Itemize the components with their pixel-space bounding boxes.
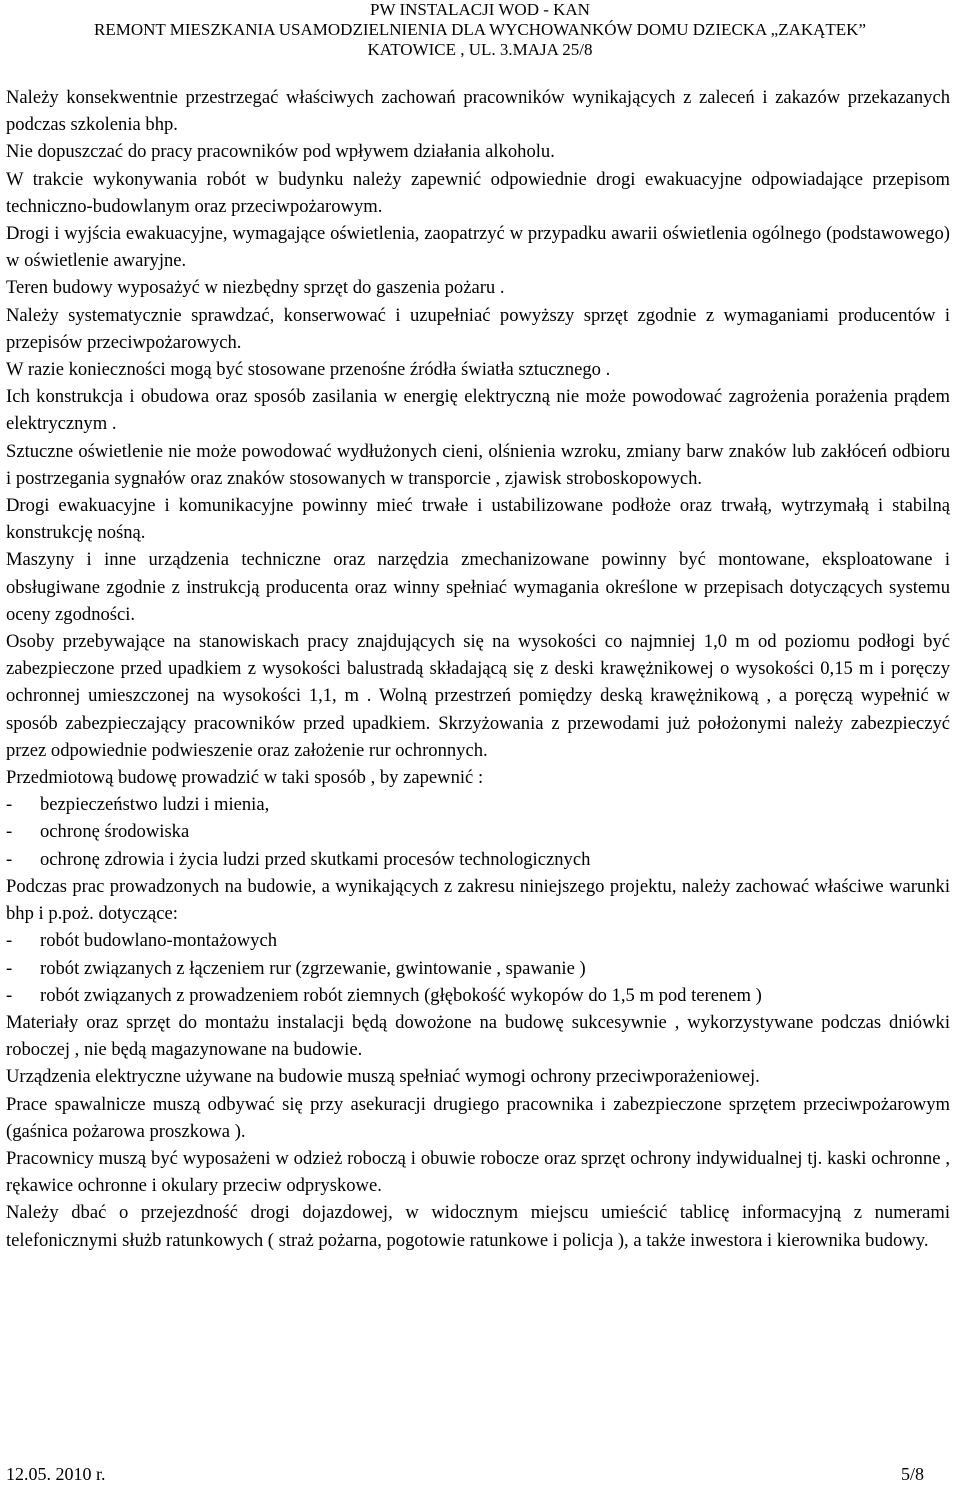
list-item-text: ochronę zdrowia i życia ludzi przed skutkami procesów technologicznych bbox=[40, 848, 591, 870]
list-item-text: robót budowlano-montażowych bbox=[40, 930, 278, 952]
list-item bbox=[6, 818, 950, 845]
paragraph: Prace spawalnicze muszą odbywać się przy asekuracji drugiego pracownika i zabezpieczone sprzętem przeciwpożarowym (gaśnica pożarowa proszkowa ). bbox=[6, 1093, 950, 1142]
paragraph: W razie konieczności mogą być stosowane przenośne źródła światła sztucznego . bbox=[6, 359, 611, 381]
list-item bbox=[6, 791, 950, 818]
list-item bbox=[6, 982, 950, 1009]
paragraph: Materiały oraz sprzęt do montażu instalacji będą dowożone na budowę sukcesywnie , wykorzystywane podczas dniówki roboczej , nie będą magazynowane na budowie. bbox=[6, 1011, 950, 1061]
paragraph: W trakcie wykonywania robót w budynku należy zapewnić odpowiednie drogi ewakuacyjne odpowiadające przepisom techniczno-budowlanym oraz przeciwpożarowym. bbox=[6, 168, 950, 217]
list-dash: - bbox=[6, 930, 13, 952]
header-project: REMONT MIESZKANIA USAMODZIELNIENIA DLA WYCHOWANKÓW DOMU DZIECKA „ZAKĄTEK” bbox=[93, 20, 866, 39]
list-item bbox=[6, 955, 950, 982]
list-item-text: ochronę środowiska bbox=[40, 821, 190, 843]
paragraph: Drogi i wyjścia ewakuacyjne, wymagające oświetlenia, zaopatrzyć w przypadku awarii oświetlenia ogólnego (podstawowego) w oświetlenie awaryjne. bbox=[6, 223, 950, 272]
list-dash: - bbox=[6, 821, 13, 843]
list-item-text: robót związanych z prowadzeniem robót ziemnych (głębokość wykopów do 1,5 m pod terenem ) bbox=[40, 984, 762, 1006]
list-item bbox=[6, 927, 950, 954]
paragraph: Należy dbać o przejezdność drogi dojazdowej, w widocznym miejscu umieścić tablicę informacyjną z numerami telefonicznymi służb ratunkowych ( straż pożarna, pogotowie ratunkowe i policja ), a także inwestora i kierownika budowy. bbox=[6, 1202, 950, 1251]
paragraph: Osoby przebywające na stanowiskach pracy znajdujących się na wysokości co najmniej 1,0 m od poziomu podłogi być zabezpieczone przed upadkiem z wysokości balustradą składającą się z deski krawężnikowej o wysokości 0,15 m i poręczy ochronnej umieszczonej na wysokości 1,1, m . Wolną przestrzeń pomiędzy deską krawężnikową , a poręczą wypełnić w sposób zabezpieczający pracowników przed upadkiem. Skrzyżowania z przewodami już położonymi należy zabezpieczyć przez odpowiednie podwieszenie oraz założenie rur ochronnych. bbox=[6, 631, 950, 761]
list-item-text: bezpieczeństwo ludzi i mienia, bbox=[40, 794, 270, 816]
list-dash: - bbox=[6, 794, 13, 816]
page-number: 5/8 bbox=[900, 1464, 924, 1484]
list-item-text: robót związanych z łączeniem rur (zgrzewanie, gwintowanie , spawanie ) bbox=[40, 957, 586, 979]
paragraph: Ich konstrukcja i obudowa oraz sposób zasilania w energię elektryczną nie może powodować zagrożenia porażenia prądem elektrycznym . bbox=[6, 386, 950, 435]
list-item bbox=[6, 846, 950, 873]
document-body bbox=[6, 84, 950, 1254]
paragraph: Należy systematycznie sprawdzać, konserwować i uzupełniać powyższy sprzęt zgodnie z wymaganiami producentów i przepisów przeciwpożarowych. bbox=[6, 304, 950, 353]
header-title: PW INSTALACJI WOD - KAN bbox=[370, 0, 590, 19]
paragraph: Sztuczne oświetlenie nie może powodować wydłużonych cieni, olśnienia wzroku, zmiany barw znaków lub zakłóceń odbioru i postrzegania sygnałów oraz znaków stosowanych w transporcie , zjawisk stroboskopowych. bbox=[6, 440, 950, 489]
paragraph: Pracownicy muszą być wyposażeni w odzież roboczą i obuwie robocze oraz sprzęt ochrony indywidualnej tj. kaski ochronne , rękawice ochronne i okulary przeciw odpryskowe. bbox=[6, 1147, 950, 1197]
paragraph: Przedmiotową budowę prowadzić w taki sposób , by zapewnić : bbox=[6, 767, 484, 789]
paragraph: Podczas prac prowadzonych na budowie, a wynikających z zakresu niniejszego projektu, należy zachować właściwe warunki bhp i p.poż. dotyczące: bbox=[6, 875, 950, 925]
footer-date: 12.05. 2010 r. bbox=[6, 1464, 106, 1484]
document-header bbox=[0, 0, 960, 60]
paragraph: Maszyny i inne urządzenia techniczne oraz narzędzia zmechanizowane powinny być montowane, eksploatowane i obsługiwane zgodnie z instrukcją producenta oraz winny spełniać wymagania określone w przepisach dotyczących systemu oceny zgodności. bbox=[6, 549, 950, 625]
header-address: KATOWICE , UL. 3.MAJA 25/8 bbox=[367, 40, 593, 59]
list-dash: - bbox=[6, 848, 13, 870]
list-dash: - bbox=[6, 957, 13, 979]
paragraph: Teren budowy wyposażyć w niezbędny sprzęt do gaszenia pożaru . bbox=[6, 277, 505, 299]
paragraph: Nie dopuszczać do pracy pracowników pod wpływem działania alkoholu. bbox=[6, 141, 555, 163]
paragraph: Drogi ewakuacyjne i komunikacyjne powinny mieć trwałe i ustabilizowane podłoże oraz trwałą, wytrzymałą i stabilną konstrukcję nośną. bbox=[6, 495, 950, 544]
paragraph: Urządzenia elektryczne używane na budowie muszą spełniać wymogi ochrony przeciwporażeniowej. bbox=[6, 1066, 760, 1088]
list-dash: - bbox=[6, 984, 13, 1006]
paragraph: Należy konsekwentnie przestrzegać właściwych zachowań pracowników wynikających z zaleceń i zakazów przekazanych podczas szkolenia bhp. bbox=[6, 87, 950, 136]
